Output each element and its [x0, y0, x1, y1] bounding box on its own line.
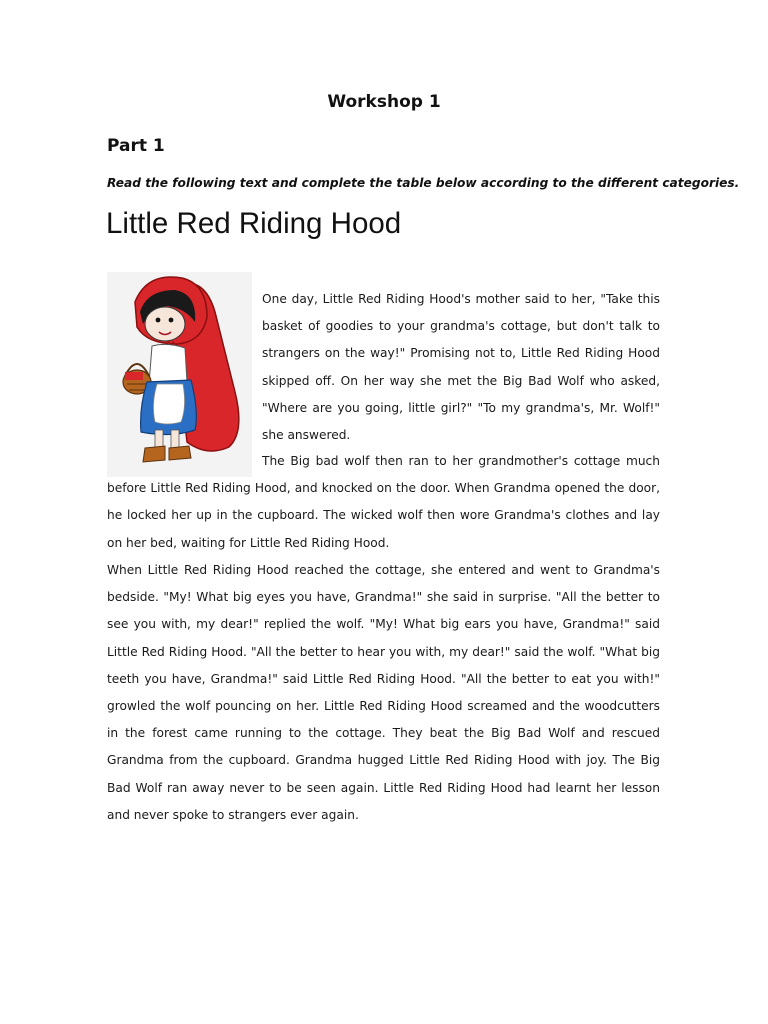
part-heading: Part 1	[107, 136, 165, 156]
red-riding-hood-illustration	[107, 272, 252, 477]
story-paragraph-1: One day, Little Red Riding Hood's mother said to her, "Take this basket of goodies to your grandma's cottage, but don't talk to strangers on the way!" Promising not to, Little Red Riding Hood skipped off. On her way she met the Big Bad Wolf who asked, "Where are you going, little girl?" "To my grandma's, Mr. Wolf!" she answered.	[262, 292, 660, 443]
story-paragraph-3: When Little Red Riding Hood reached the cottage, she entered and went to Grandma's bedside. "My! What big eyes you have, Grandma!" she said in surprise. "All the better to see you with, my dear!" replied the wolf. "My! What big ears you have, Grandma!" said Little Red Riding Hood. "All the better to hear you with, my dear!" said the wolf. "What big teeth you have, Grandma!" said Little Red Riding Hood. "All the better to eat you with!" growled the wolf pouncing on her. Little Red Riding Hood screamed and the woodcutters in the forest came running to the cottage. They beat the Big Bad Wolf and rescued Grandma from the cupboard. Grandma hugged Little Red Riding Hood with joy. The Big Bad Wolf ran away never to be seen again. Little Red Riding Hood had learnt her lesson and never spoke to strangers ever again.	[107, 563, 660, 822]
story-paragraph-2: The Big bad wolf then ran to her grandmother's cottage much before Little Red Riding Hood, and knocked on the door. When Grandma opened the door, he locked her up in the cupboard. The wicked wolf then wore Grandma's clothes and lay on her bed, waiting for Little Red Riding Hood.	[107, 454, 660, 550]
workshop-title: Workshop 1	[327, 92, 441, 112]
instructions-text: Read the following text and complete the table below according to the different categories.	[107, 176, 740, 190]
story-title: Little Red Riding Hood	[106, 207, 402, 240]
